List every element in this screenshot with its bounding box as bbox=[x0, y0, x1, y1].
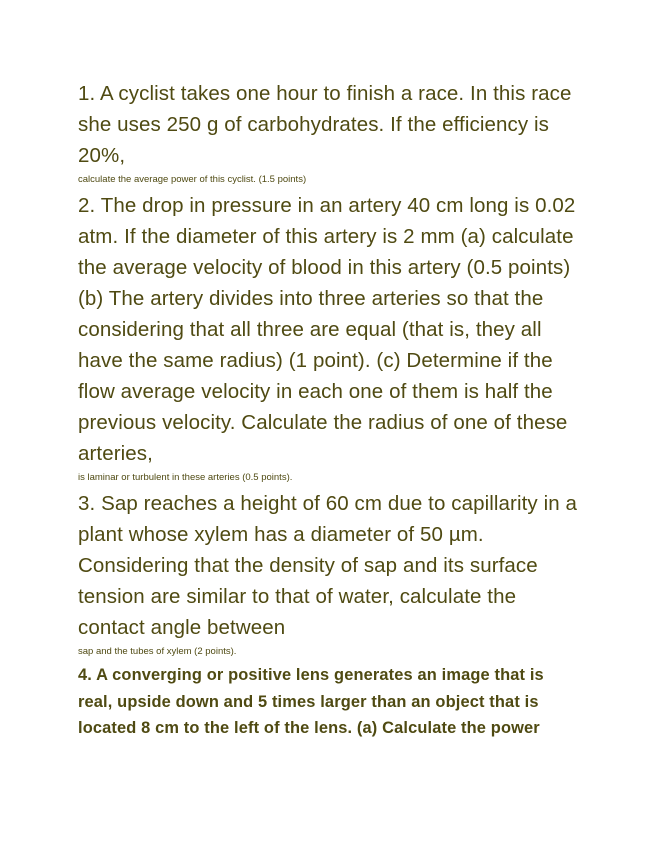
question-2-text: 2. The drop in pressure in an artery 40 cm long is 0.02 atm. If the diameter of this artery is 2 mm (a) calculate the average velocity of blood in this artery (0.5 points) (b) The artery divides into three arteries so that the considering that all three are equal (that is, they all have the same radius) (1 point). (c) Determine if the flow average velocity in each one of them is half the previous velocity. Calculate the radius of one of these arteries, bbox=[78, 194, 576, 465]
question-1-text: 1. A cyclist takes one hour to finish a race. In this race she uses 250 g of carbohydrates. If the efficiency is 20%, bbox=[78, 82, 572, 167]
document-page bbox=[78, 78, 578, 742]
question-3-note: sap and the tubes of xylem (2 points). bbox=[78, 646, 237, 657]
question-1-note: calculate the average power of this cyclist. (1.5 points) bbox=[78, 174, 307, 185]
question-4-text: 4. A converging or positive lens generates an image that is real, upside down and 5 times larger than an object that is located 8 cm to the left of the lens. (a) Calculate the power bbox=[78, 666, 544, 737]
question-2-note: is laminar or turbulent in these arteries (0.5 points). bbox=[78, 472, 293, 483]
question-3-text: 3. Sap reaches a height of 60 cm due to capillarity in a plant whose xylem has a diameter of 50 µm. Considering that the density of sap and its surface tension are similar to that of water, calculate the contact angle between bbox=[78, 492, 578, 639]
